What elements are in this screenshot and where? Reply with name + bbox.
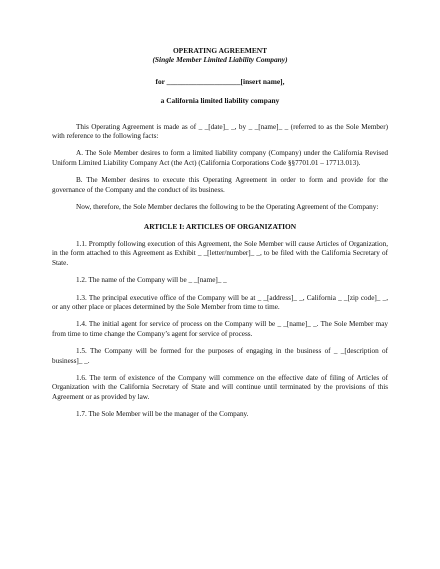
section-1-2: 1.2. The name of the Company will be _ _[name]_ _ bbox=[76, 276, 227, 285]
for-line: for ____________________[insert name], bbox=[155, 76, 285, 86]
document-title: OPERATING AGREEMENT bbox=[172, 46, 268, 55]
document-page bbox=[52, 46, 388, 420]
section-1-4: 1.4. The initial agent for service of process on the Company will be _ _[name]_ _. The Sole Member may from time to time change the Company’s agent for service of process. bbox=[52, 320, 388, 338]
fact-a-paragraph: A. The Sole Member desires to form a limited liability company (Company) under the California Revised Uniform Limited Liability Company Act (the Act) (California Corporations Code §§7701.01 – 17713.013). bbox=[52, 149, 388, 167]
section-1-1: 1.1. Promptly following execution of this Agreement, the Sole Member will cause Articles of Organization, in the form attached to this Agreement as Exhibit _ _[letter/number]_ _, to be filed with the California Secretary of State. bbox=[52, 239, 388, 267]
document-subtitle: (Single Member Limited Liability Company) bbox=[152, 55, 288, 65]
intro-paragraph: This Operating Agreement is made as of _ _[date]_ _, by _ _[name]_ _ (referred to as the Sole Member) with reference to the following facts: bbox=[52, 122, 388, 141]
company-type-line: a California limited liability company bbox=[160, 96, 280, 106]
article-heading: ARTICLE I: ARTICLES OF ORGANIZATION bbox=[143, 222, 297, 232]
fact-b-paragraph: B. The Member desires to execute this Operating Agreement in order to form and provide for the governance of the Company and the conduct of its business. bbox=[52, 176, 388, 194]
section-1-7: 1.7. The Sole Member will be the manager of the Company. bbox=[76, 410, 249, 419]
section-1-6: 1.6. The term of existence of the Company will commence on the effective date of filing of Articles of Organization with the California Secretary of State and will continue until terminated by the provisions of this Agreement or as provided by law. bbox=[52, 373, 388, 401]
section-1-5: 1.5. The Company will be formed for the purposes of engaging in the business of _ _[description of business]_ _. bbox=[52, 347, 388, 365]
section-1-3: 1.3. The principal executive office of the Company will be at _ _[address]_ _, California _ _[zip code]_ _, or any other place or places determined by the Sole Member from time to time. bbox=[52, 293, 388, 311]
now-therefore-paragraph: Now, therefore, the Sole Member declares the following to be the Operating Agreement of the Company: bbox=[76, 203, 379, 212]
